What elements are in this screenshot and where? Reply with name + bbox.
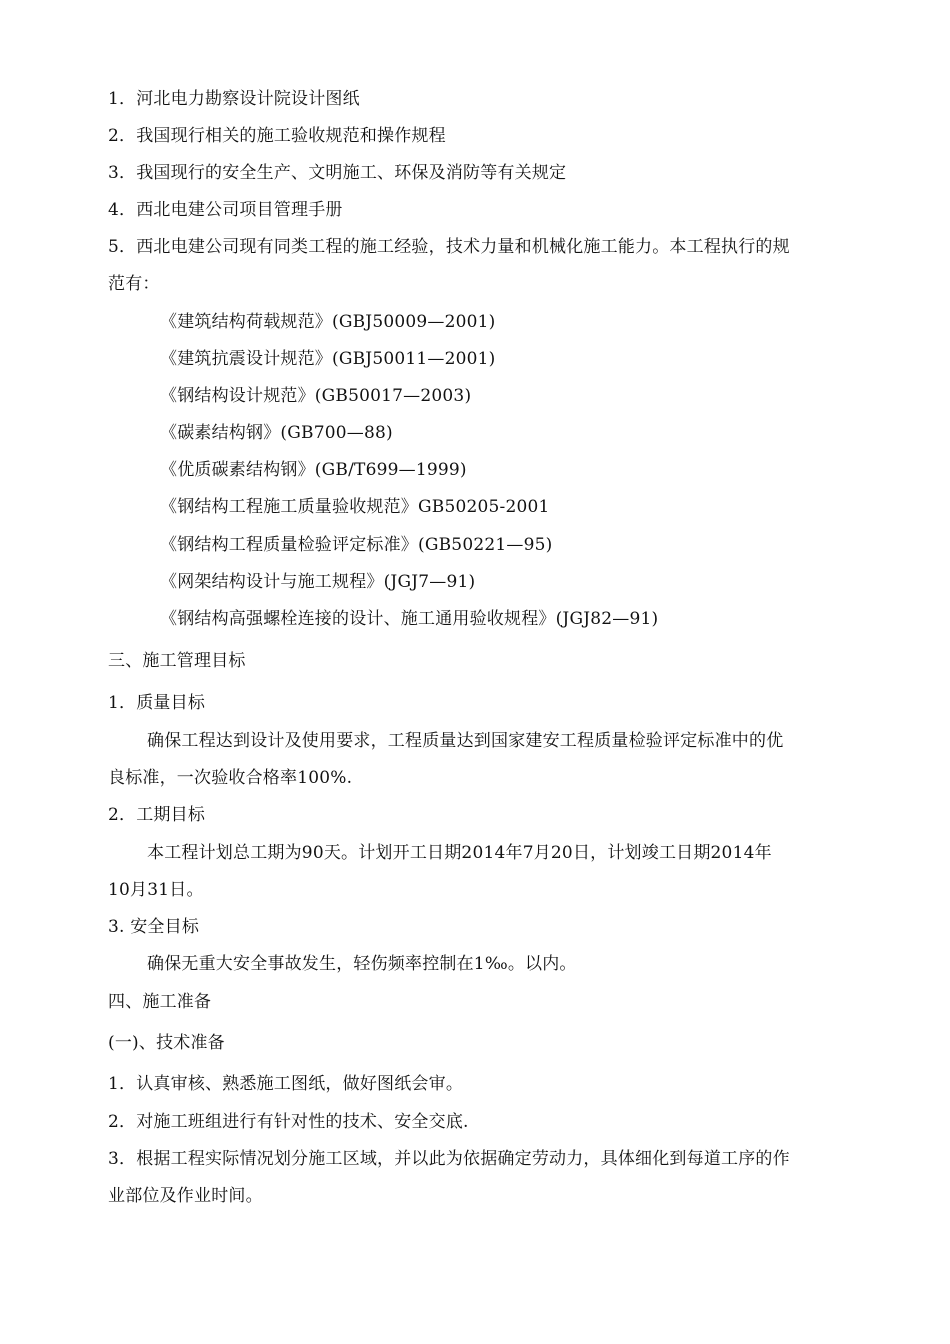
paragraph-line: 10月31日。 [108,880,204,900]
paragraph-line: 范有： [108,274,160,294]
standard-item: 《网架结构设计与施工规程》(JGJ7—91) [160,572,476,592]
standard-item: 《钢结构工程质量检验评定标准》(GB50221—95) [160,535,553,555]
list-item: 2．对施工班组进行有针对性的技术、安全交底. [108,1112,469,1132]
subsection-heading: 2．工期目标 [108,805,206,825]
list-item: 1．河北电力勘察设计院设计图纸 [108,89,360,109]
paragraph-line: 业部位及作业时间。 [108,1186,263,1206]
list-item: 2．我国现行相关的施工验收规范和操作规程 [108,126,446,146]
subsection-heading: 1．质量目标 [108,693,206,713]
subsection-heading: (一)、技术准备 [108,1033,225,1053]
list-item: 3．我国现行的安全生产、文明施工、环保及消防等有关规定 [108,163,567,183]
subsection-heading: 3. 安全目标 [108,917,200,937]
standard-item: 《钢结构工程施工质量验收规范》GB50205-2001 [160,497,550,517]
list-item: 5．西北电建公司现有同类工程的施工经验，技术力量和机械化施工能力。本工程执行的规 [108,237,790,257]
standard-item: 《碳素结构钢》(GB700—88) [160,423,393,443]
list-item: 3．根据工程实际情况划分施工区域，并以此为依据确定劳动力，具体细化到每道工序的作 [108,1149,790,1169]
standard-item: 《钢结构设计规范》(GB50017—2003) [160,386,472,406]
section-heading: 三、施工管理目标 [108,651,246,671]
list-item: 4．西北电建公司项目管理手册 [108,200,343,220]
paragraph-line: 确保工程达到设计及使用要求，工程质量达到国家建安工程质量检验评定标准中的优 [147,731,784,751]
standard-item: 《建筑抗震设计规范》(GBJ50011—2001) [160,349,496,369]
standard-item: 《钢结构高强螺栓连接的设计、施工通用验收规程》(JGJ82—91) [160,609,659,629]
section-heading: 四、施工准备 [108,992,212,1012]
paragraph-line: 良标准，一次验收合格率100%. [108,768,353,788]
standard-item: 《优质碳素结构钢》(GB/T699—1999) [160,460,467,480]
standard-item: 《建筑结构荷载规范》(GBJ50009—2001) [160,312,496,332]
paragraph-line: 本工程计划总工期为90天。计划开工日期2014年7月20日，计划竣工日期2014年 [147,843,772,863]
list-item: 1．认真审核、熟悉施工图纸，做好图纸会审。 [108,1074,464,1094]
paragraph-line: 确保无重大安全事故发生，轻伤频率控制在1‰。以内。 [147,954,577,974]
